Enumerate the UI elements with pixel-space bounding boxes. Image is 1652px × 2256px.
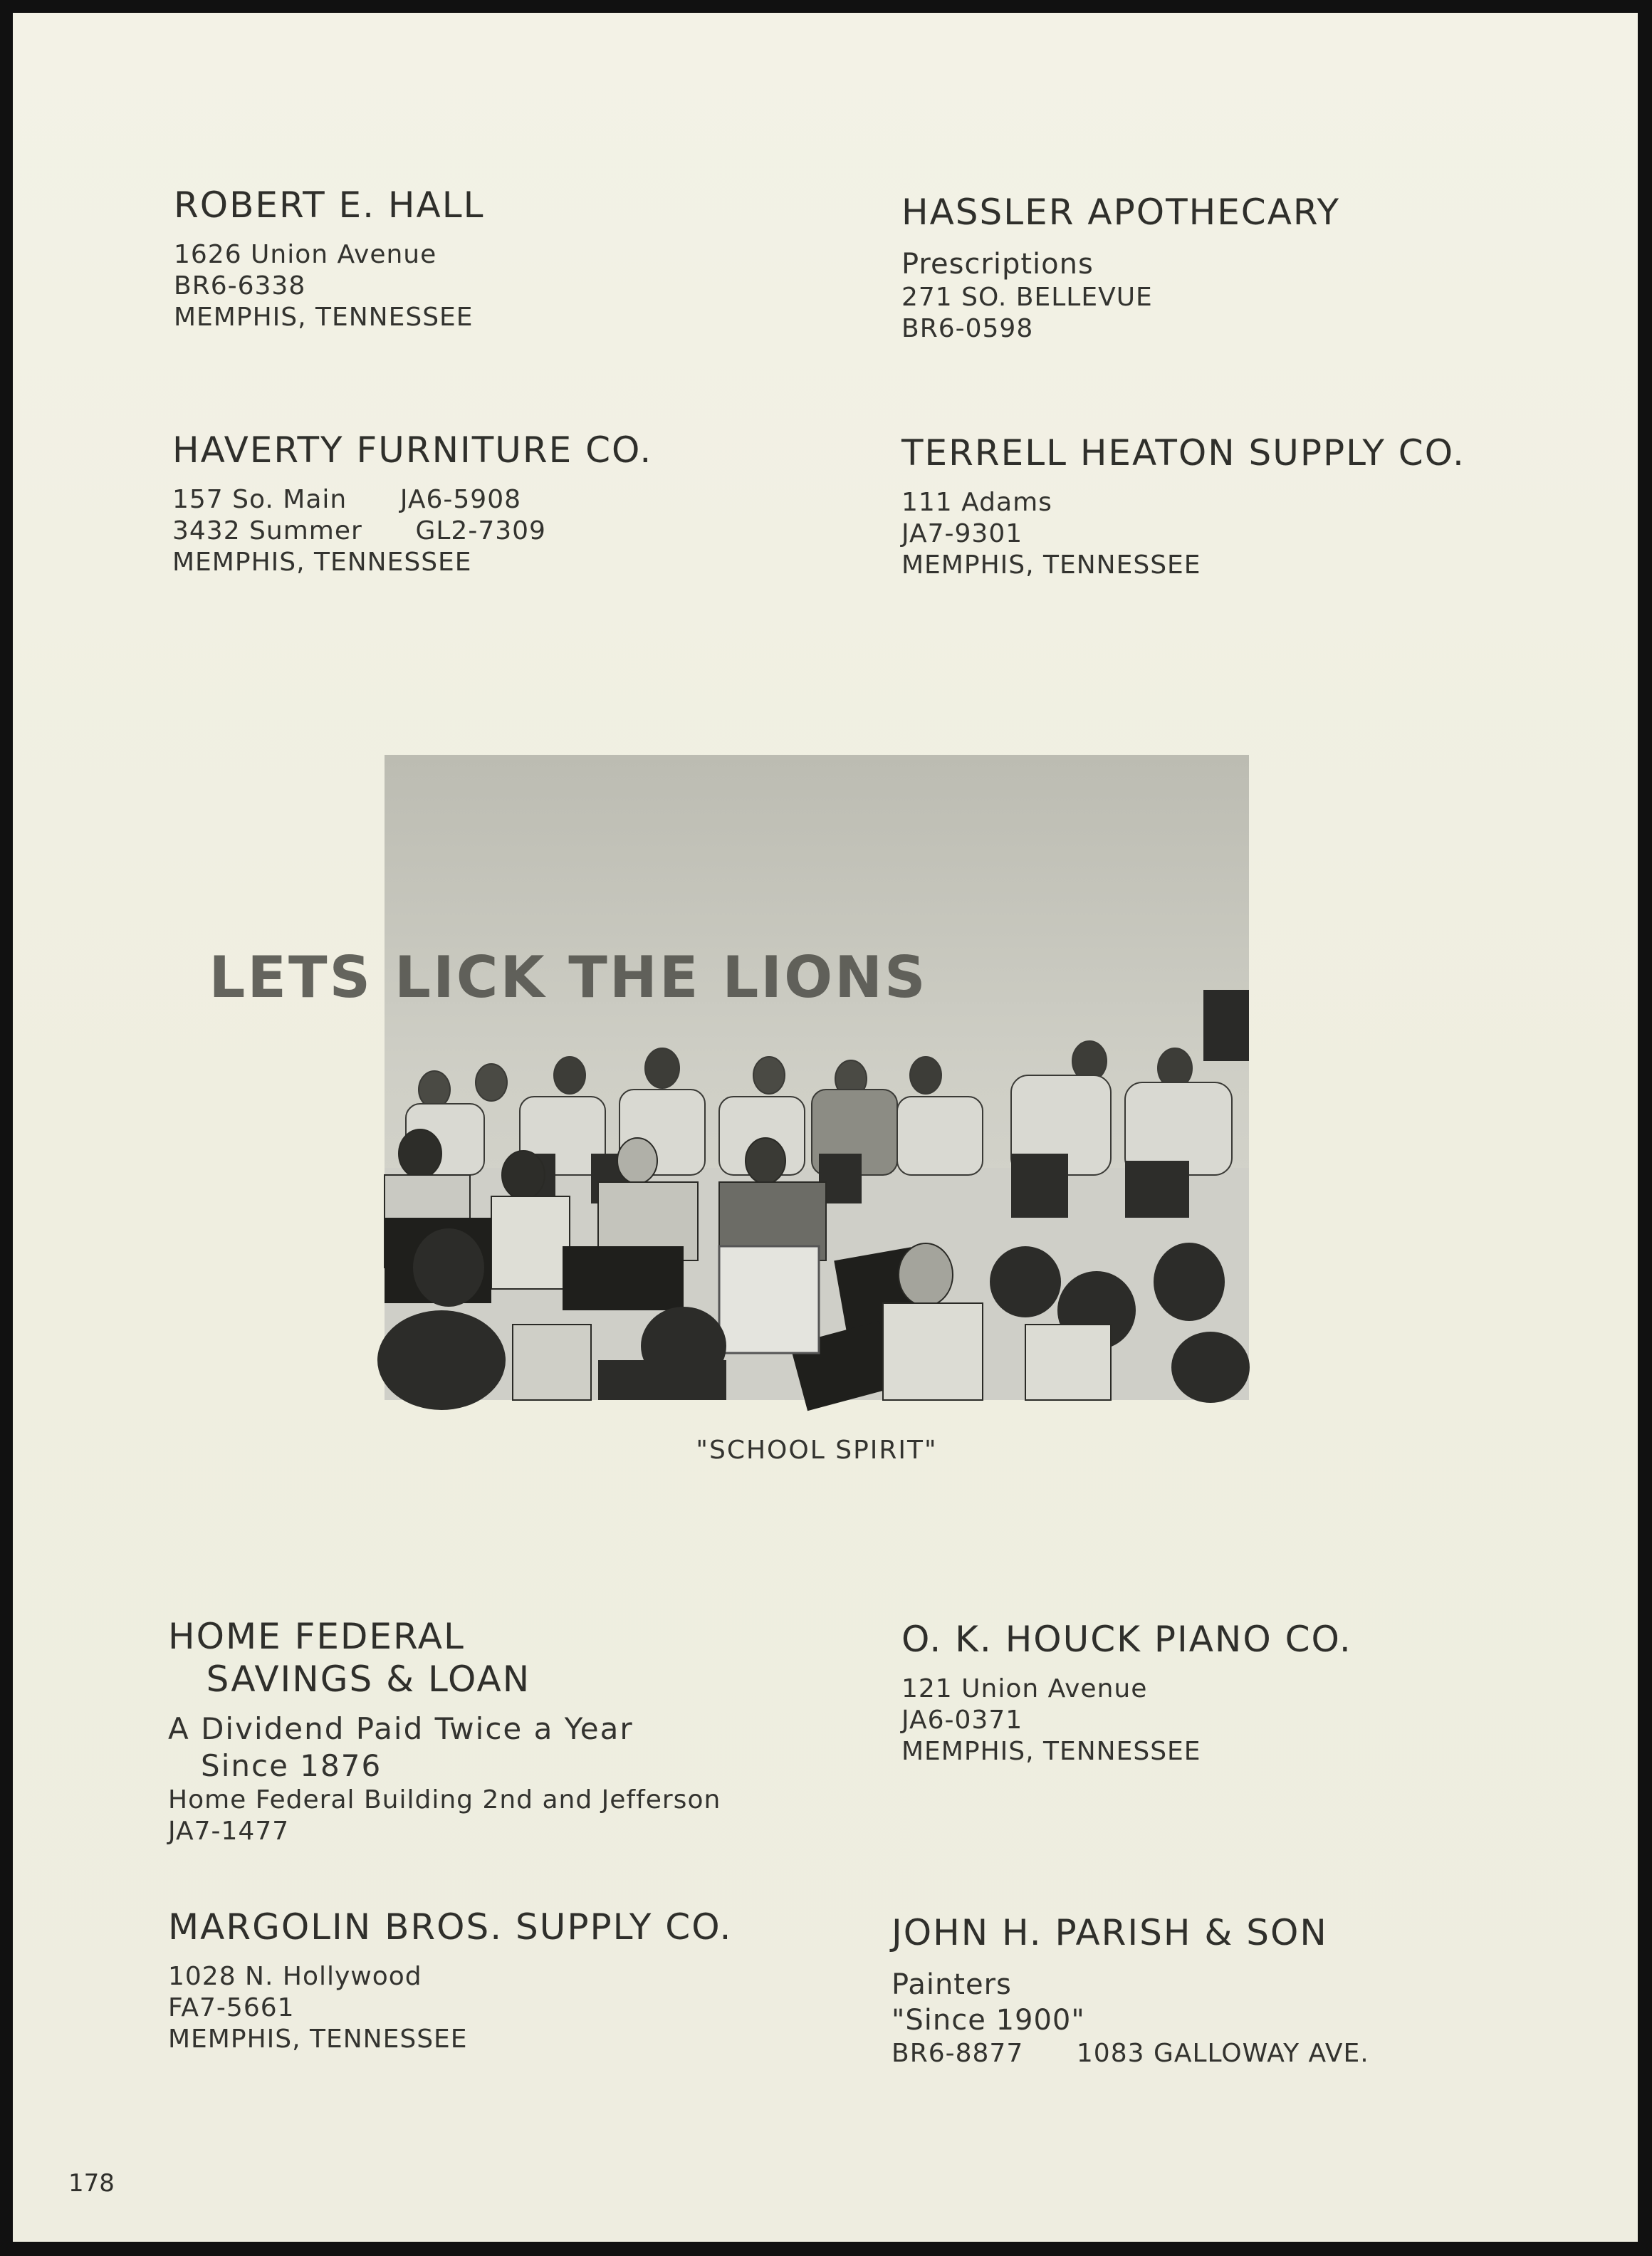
ad-address-summer: 3432 Summer GL2-7309 xyxy=(172,516,546,545)
ad-home-federal xyxy=(168,1615,721,1847)
ad-tagline-line1: Painters xyxy=(892,1968,1012,2001)
ad-margolin-bros xyxy=(168,1906,732,2055)
ad-address: 1626 Union Avenue xyxy=(174,240,437,269)
ad-phone: JA7-9301 xyxy=(901,519,1023,548)
ad-name: HASSLER APOTHECARY xyxy=(901,192,1341,233)
ad-tagline-line2: Since 1876 xyxy=(168,1748,382,1783)
ad-terrell-heaton-supply xyxy=(901,432,1465,581)
ad-haverty-furniture xyxy=(172,429,652,578)
ad-address: Home Federal Building 2nd and Jefferson xyxy=(168,1785,721,1814)
ad-name: HAVERTY FURNITURE CO. xyxy=(172,429,653,471)
ad-address: 121 Union Avenue xyxy=(901,1674,1148,1703)
photo-illustration xyxy=(209,755,1249,1400)
ad-phone-address: BR6-8877 1083 GALLOWAY AVE. xyxy=(892,2039,1369,2068)
ad-city: MEMPHIS, TENNESSEE xyxy=(168,2025,468,2054)
ad-name: O. K. HOUCK PIANO CO. xyxy=(901,1619,1352,1660)
ad-tagline-line2: "Since 1900" xyxy=(892,2004,1085,2037)
ad-houck-piano xyxy=(901,1618,1352,1767)
ad-city: MEMPHIS, TENNESSEE xyxy=(901,1737,1201,1766)
ad-address: 1028 N. Hollywood xyxy=(168,1962,422,1991)
photo-caption: "SCHOOL SPIRIT" xyxy=(696,1436,938,1465)
ad-john-h-parish xyxy=(892,1911,1369,2069)
banner-text: LETS LICK THE LIONS xyxy=(209,944,928,1010)
ad-name: TERRELL HEATON SUPPLY CO. xyxy=(901,432,1465,474)
school-spirit-photo xyxy=(209,755,1249,1400)
ad-name: MARGOLIN BROS. SUPPLY CO. xyxy=(168,1906,733,1948)
ad-name-line2: SAVINGS & LOAN xyxy=(168,1659,531,1700)
ad-robert-e-hall xyxy=(174,184,484,333)
yearbook-page xyxy=(13,13,1638,2242)
ad-city: MEMPHIS, TENNESSEE xyxy=(172,548,472,577)
ad-address-main: 157 So. Main JA6-5908 xyxy=(172,485,522,514)
ad-city: MEMPHIS, TENNESSEE xyxy=(174,303,474,332)
ad-phone: JA7-1477 xyxy=(168,1817,290,1846)
ad-address: 271 SO. BELLEVUE xyxy=(901,283,1153,312)
ad-city: MEMPHIS, TENNESSEE xyxy=(901,550,1201,580)
ad-address: 111 Adams xyxy=(901,488,1052,517)
ad-name: JOHN H. PARISH & SON xyxy=(892,1912,1328,1953)
ad-hassler-apothecary xyxy=(901,191,1340,345)
ad-phone: BR6-6338 xyxy=(174,271,306,301)
ad-phone: BR6-0598 xyxy=(901,314,1034,343)
ad-name-line1: HOME FEDERAL xyxy=(168,1616,465,1657)
ad-tagline-line1: A Dividend Paid Twice a Year xyxy=(168,1711,634,1746)
ad-tagline: Prescriptions xyxy=(901,248,1094,281)
page-number: 178 xyxy=(68,2169,115,2198)
ad-phone: FA7-5661 xyxy=(168,1993,295,2022)
ad-name: ROBERT E. HALL xyxy=(174,184,485,226)
ad-phone: JA6-0371 xyxy=(901,1706,1023,1735)
